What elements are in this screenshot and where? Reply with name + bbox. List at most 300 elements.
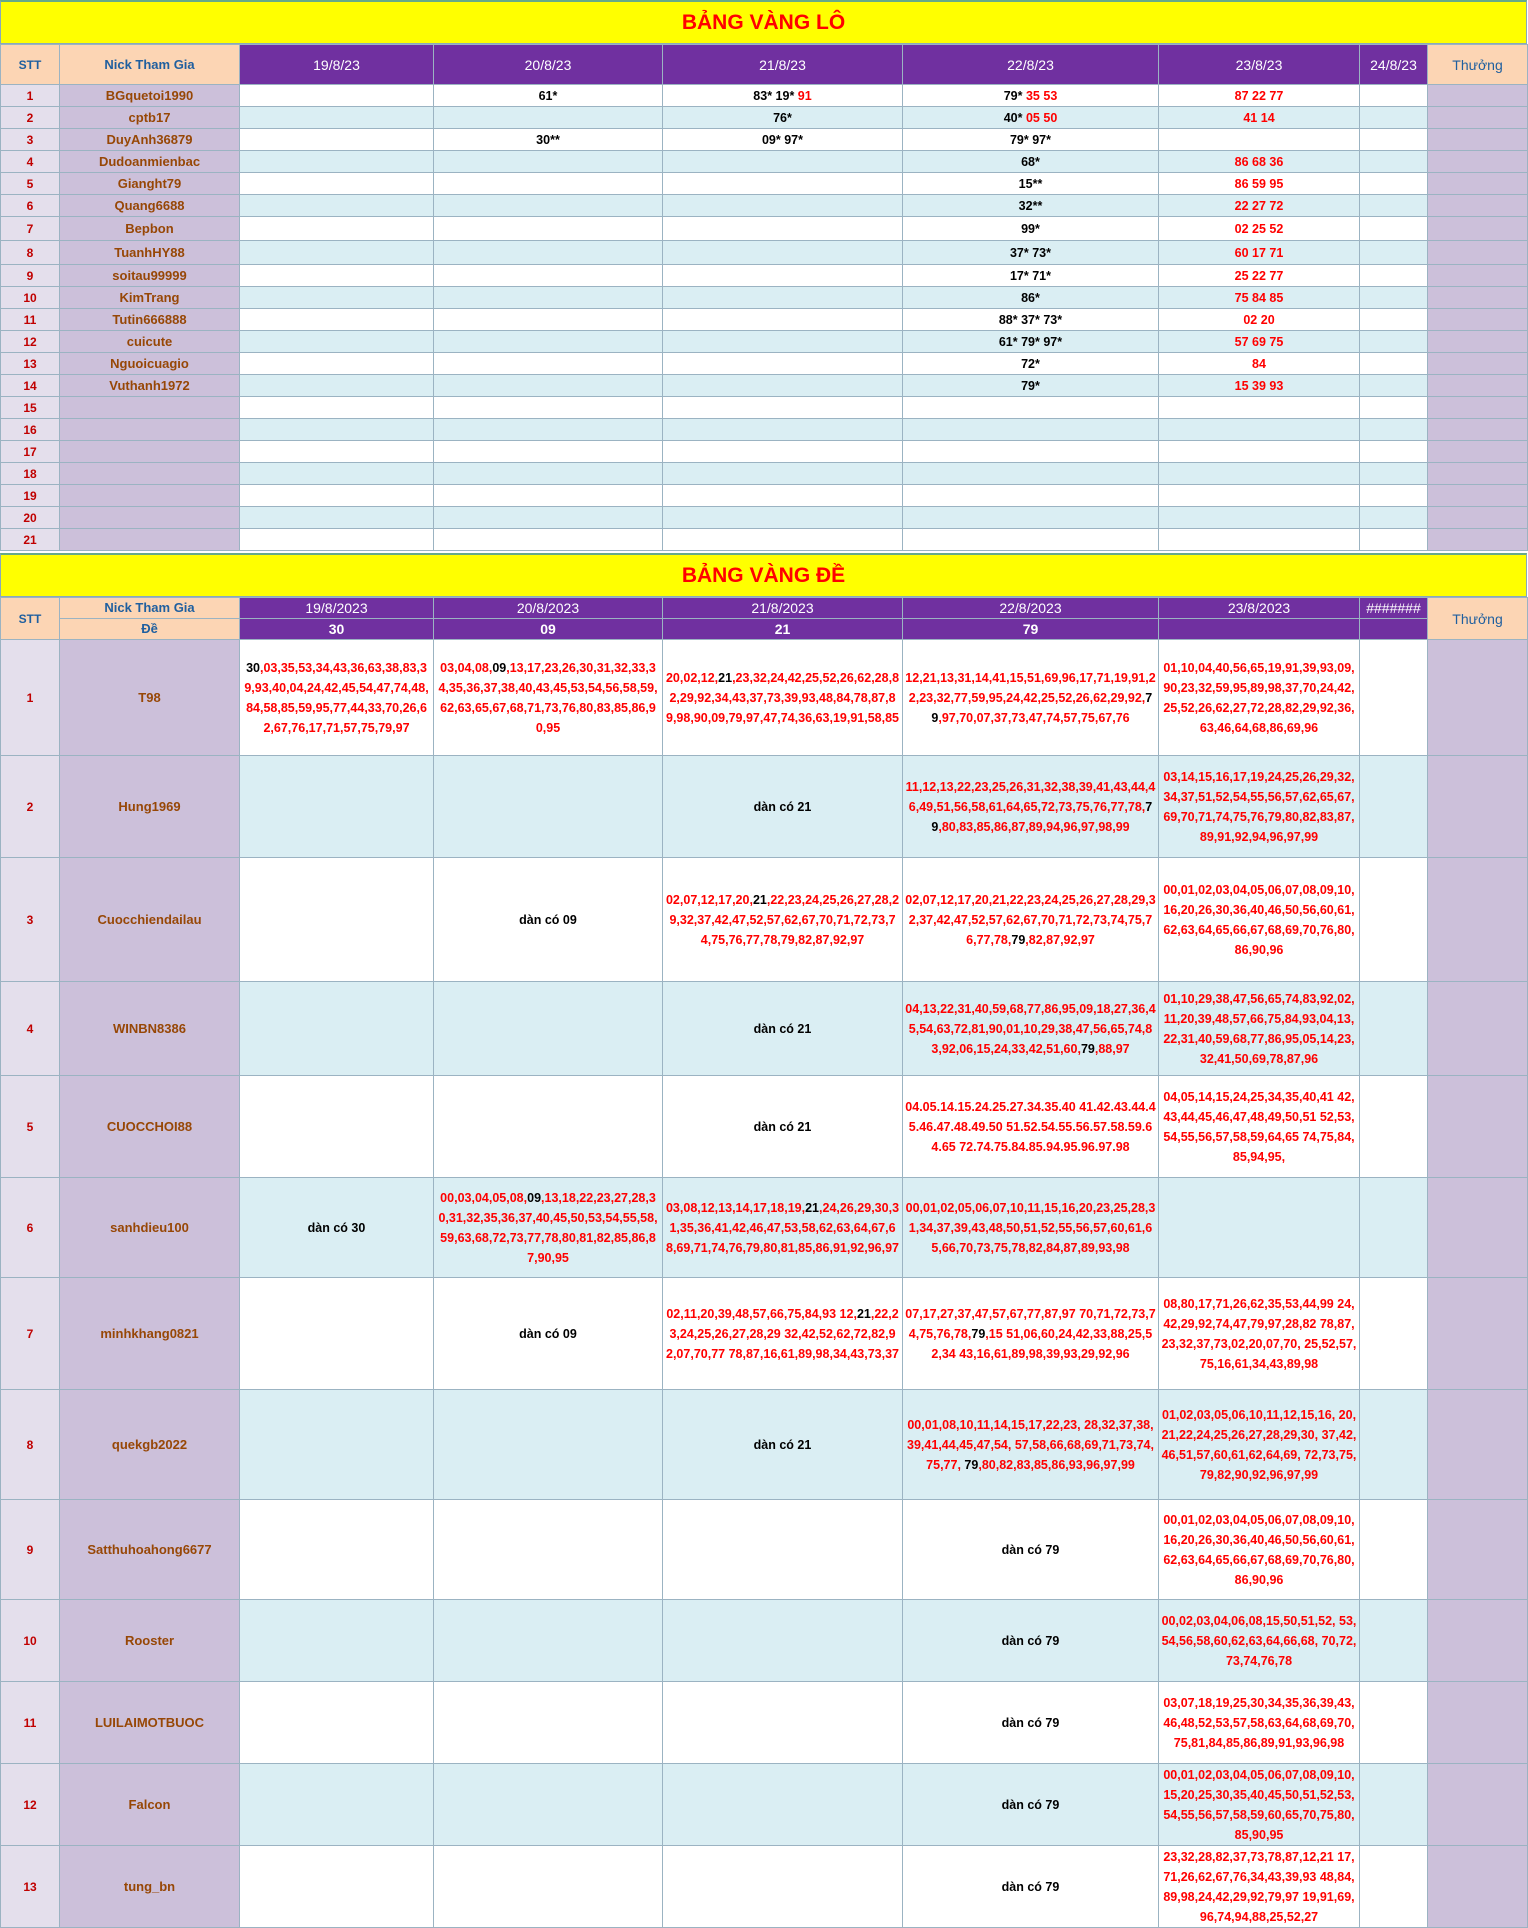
- pick-cell: dàn có 21: [663, 982, 903, 1076]
- pick-cell: 20,02,12,21,23,32,24,42,25,52,26,62,28,82,29,92,34,43,37,73,39,93,48,84,78,87,89,98,90,09,79,97,47,74,36,63,19,91,58,85: [663, 640, 903, 756]
- row-stt: 13: [1, 1846, 60, 1928]
- pick-cell: [1159, 309, 1360, 331]
- reward-cell: [1428, 1682, 1528, 1764]
- pick-cell: [1360, 1390, 1428, 1500]
- pick-cell: [434, 217, 663, 241]
- col-header-nick: Nick Tham Gia: [60, 45, 240, 85]
- pick-cell: [663, 441, 903, 463]
- pick-numbers: 84: [1252, 356, 1266, 371]
- pick-cell: [663, 1846, 903, 1928]
- pick-cell: [1360, 397, 1428, 419]
- row-stt: 13: [1, 353, 60, 375]
- pick-cell: [663, 287, 903, 309]
- reward-cell: [1428, 756, 1528, 858]
- pick-cell: [240, 529, 434, 551]
- table-row: [1, 1682, 1528, 1764]
- pick-cell: 03,07,18,19,25,30,34,35,36,39,43,46,48,52,53,57,58,63,64,68,69,70,75,81,84,85,86,89,91,93,96,98: [1159, 1682, 1360, 1764]
- row-nick: sanhdieu100: [60, 1178, 240, 1278]
- pick-cell: [663, 241, 903, 265]
- col-header-date: #######: [1360, 598, 1428, 619]
- pick-cell: [240, 1846, 434, 1928]
- pick-hit: 17* 71*: [1009, 268, 1051, 283]
- pick-cell: 30,03,35,53,34,43,36,63,38,83,39,93,40,04,24,42,45,54,47,74,48,84,58,85,59,95,77,44,33,70,26,62,67,76,17,71,57,75,79,97: [240, 640, 434, 756]
- row-nick: soitau99999: [60, 265, 240, 287]
- pick-cell: [1360, 529, 1428, 551]
- row-stt: 19: [1, 485, 60, 507]
- table-row: [1, 756, 1528, 858]
- reward-cell: [1428, 529, 1528, 551]
- pick-cell: [240, 858, 434, 982]
- pick-cell: [1159, 195, 1360, 217]
- pick-cell: 01,10,29,38,47,56,65,74,83,92,02,11,20,39,48,57,66,75,84,93,04,13,22,31,40,59,68,77,86,95,05,14,23,32,41,50,69,78,87,96: [1159, 982, 1360, 1076]
- pick-cell: [434, 85, 663, 107]
- pick-cell: 00,01,02,05,06,07,10,11,15,16,20,23,25,28,31,34,37,39,43,48,50,51,52,55,56,57,60,61,65,66,70,73,75,78,82,84,87,89,93,98: [903, 1178, 1159, 1278]
- row-nick: Falcon: [60, 1764, 240, 1846]
- pick-cell: [240, 397, 434, 419]
- reward-cell: [1428, 129, 1528, 151]
- pick-cell: dàn có 09: [434, 1278, 663, 1390]
- row-nick: LUILAIMOTBUOC: [60, 1682, 240, 1764]
- pick-cell: [663, 353, 903, 375]
- row-nick: Hung1969: [60, 756, 240, 858]
- col-header-reward: Thưởng: [1428, 598, 1528, 640]
- row-nick: Satthuhoahong6677: [60, 1500, 240, 1600]
- pick-cell: [240, 217, 434, 241]
- reward-cell: [1428, 640, 1528, 756]
- pick-cell: [1360, 1076, 1428, 1178]
- pick-cell: [1159, 129, 1360, 151]
- reward-cell: [1428, 173, 1528, 195]
- pick-hit: 79*: [1003, 88, 1023, 103]
- pick-cell: [434, 1682, 663, 1764]
- pick-cell: [1360, 265, 1428, 287]
- col-header-reward: Thưởng: [1428, 45, 1528, 85]
- pick-cell: [1360, 1178, 1428, 1278]
- pick-cell: [434, 485, 663, 507]
- row-stt: 7: [1, 1278, 60, 1390]
- pick-cell: 00,01,02,03,04,05,06,07,08,09,10,15,20,25,30,35,40,45,50,51,52,53,54,55,56,57,58,59,60,65,70,75,80,85,90,95: [1159, 1764, 1360, 1846]
- col-header-date: 23/8/2023: [1159, 598, 1360, 619]
- pick-cell: [1360, 217, 1428, 241]
- pick-cell: [1360, 151, 1428, 173]
- pick-cell: [903, 463, 1159, 485]
- pick-cell: 07,17,27,37,47,57,67,77,87,97 70,71,72,73,74,75,76,78,79,15 51,06,60,24,42,33,88,25,52,34 43,16,61,89,98,39,93,29,92,96: [903, 1278, 1159, 1390]
- pick-cell: [903, 217, 1159, 241]
- pick-cell: [434, 1846, 663, 1928]
- pick-cell: [434, 353, 663, 375]
- reward-cell: [1428, 1390, 1528, 1500]
- pick-cell: 00,01,02,03,04,05,06,07,08,09,10,16,20,26,30,36,40,46,50,56,60,61,62,63,64,65,66,67,68,69,70,76,80,86,90,96: [1159, 1500, 1360, 1600]
- pick-cell: [434, 265, 663, 287]
- reward-cell: [1428, 507, 1528, 529]
- pick-cell: [663, 1500, 903, 1600]
- row-stt: 3: [1, 129, 60, 151]
- pick-cell: [1360, 309, 1428, 331]
- pick-cell: [1360, 1682, 1428, 1764]
- pick-cell: [434, 287, 663, 309]
- pick-hit: 76*: [773, 110, 792, 125]
- pick-cell: [240, 129, 434, 151]
- pick-cell: dàn có 21: [663, 1390, 903, 1500]
- pick-cell: [434, 241, 663, 265]
- col-header-date: 19/8/2023: [240, 598, 434, 619]
- pick-cell: [1360, 1500, 1428, 1600]
- col-header-stt: STT: [1, 45, 60, 85]
- row-stt: 1: [1, 640, 60, 756]
- pick-cell: 03,14,15,16,17,19,24,25,26,29,32,34,37,51,52,54,55,56,57,62,65,67,69,70,71,74,75,76,79,80,82,83,87,89,91,92,94,96,97,99: [1159, 756, 1360, 858]
- pick-cell: [1360, 129, 1428, 151]
- pick-cell: [1360, 1600, 1428, 1682]
- pick-hit: 88* 37* 73*: [998, 312, 1063, 327]
- pick-cell: [1159, 419, 1360, 441]
- col-header-de: Đề: [60, 619, 240, 640]
- col-header-date: 20/8/2023: [434, 598, 663, 619]
- row-stt: 2: [1, 107, 60, 129]
- pick-cell: [903, 353, 1159, 375]
- pick-cell: [240, 1600, 434, 1682]
- pick-cell: [1159, 241, 1360, 265]
- result-cell: 09: [434, 619, 663, 640]
- table-row: [1, 331, 1528, 353]
- table-row: [1, 1846, 1528, 1928]
- pick-numbers: 02 20: [1243, 312, 1275, 327]
- pick-cell: 00,03,04,05,08,09,13,18,22,23,27,28,30,31,32,35,36,37,40,45,50,53,54,55,58,59,63,68,72,73,77,78,80,81,82,85,86,87,90,95: [434, 1178, 663, 1278]
- row-nick: cuicute: [60, 331, 240, 353]
- row-nick: T98: [60, 640, 240, 756]
- table-row: [1, 217, 1528, 241]
- pick-cell: 00,01,02,03,04,05,06,07,08,09,10,16,20,26,30,36,40,46,50,56,60,61,62,63,64,65,66,67,68,69,70,76,80,86,90,96: [1159, 858, 1360, 982]
- pick-numbers: 35 53: [1025, 88, 1058, 103]
- pick-cell: [663, 173, 903, 195]
- table-row: [1, 463, 1528, 485]
- pick-cell: [434, 1600, 663, 1682]
- pick-cell: [903, 129, 1159, 151]
- row-stt: 10: [1, 287, 60, 309]
- table-row: [1, 375, 1528, 397]
- pick-cell: [663, 1600, 903, 1682]
- pick-cell: [240, 419, 434, 441]
- row-nick: [60, 529, 240, 551]
- pick-cell: [663, 375, 903, 397]
- col-header-date: 23/8/23: [1159, 45, 1360, 85]
- pick-cell: [1360, 441, 1428, 463]
- table-row: [1, 265, 1528, 287]
- pick-cell: [1360, 858, 1428, 982]
- row-nick: [60, 463, 240, 485]
- reward-cell: [1428, 485, 1528, 507]
- reward-cell: [1428, 463, 1528, 485]
- pick-cell: [1360, 1846, 1428, 1928]
- row-stt: 12: [1, 331, 60, 353]
- pick-numbers: 91: [797, 88, 812, 103]
- pick-cell: [903, 309, 1159, 331]
- pick-numbers: 15 39 93: [1234, 378, 1284, 393]
- table-row: [1, 1600, 1528, 1682]
- pick-cell: [1360, 353, 1428, 375]
- pick-cell: [663, 217, 903, 241]
- pick-cell: [434, 756, 663, 858]
- pick-cell: [663, 1682, 903, 1764]
- pick-cell: [434, 1390, 663, 1500]
- row-nick: [60, 441, 240, 463]
- pick-cell: [434, 173, 663, 195]
- pick-cell: [434, 107, 663, 129]
- pick-cell: [240, 353, 434, 375]
- table-row: [1, 419, 1528, 441]
- pick-cell: dàn có 79: [903, 1500, 1159, 1600]
- pick-cell: [903, 397, 1159, 419]
- pick-cell: [240, 241, 434, 265]
- pick-cell: [434, 982, 663, 1076]
- pick-cell: 04.05.14.15.24.25.27.34.35.40 41.42.43.44.45.46.47.48.49.50 51.52.54.55.56.57.58.59.64.65 72.74.75.84.85.94.95.96.97.98: [903, 1076, 1159, 1178]
- pick-cell: [1360, 107, 1428, 129]
- table-row: [1, 195, 1528, 217]
- pick-cell: [1360, 485, 1428, 507]
- col-header-date: 21/8/23: [663, 45, 903, 85]
- pick-cell: [240, 507, 434, 529]
- pick-cell: [903, 151, 1159, 173]
- pick-cell: [663, 129, 903, 151]
- row-stt: 20: [1, 507, 60, 529]
- reward-cell: [1428, 331, 1528, 353]
- pick-numbers: 41 14: [1243, 110, 1275, 125]
- row-stt: 6: [1, 195, 60, 217]
- col-header-date: 20/8/23: [434, 45, 663, 85]
- pick-cell: [663, 463, 903, 485]
- pick-cell: dàn có 21: [663, 1076, 903, 1178]
- pick-cell: [663, 85, 903, 107]
- pick-cell: [1360, 1278, 1428, 1390]
- pick-cell: [663, 107, 903, 129]
- pick-numbers: 25 22 77: [1234, 268, 1284, 283]
- pick-cell: [903, 507, 1159, 529]
- pick-cell: 00,02,03,04,06,08,15,50,51,52, 53,54,56,58,60,62,63,64,66,68, 70,72,73,74,76,78: [1159, 1600, 1360, 1682]
- pick-cell: [663, 1764, 903, 1846]
- reward-cell: [1428, 397, 1528, 419]
- row-nick: DuyAnh36879: [60, 129, 240, 151]
- reward-cell: [1428, 287, 1528, 309]
- row-stt: 6: [1, 1178, 60, 1278]
- pick-numbers: 86 68 36: [1234, 154, 1284, 169]
- row-stt: 17: [1, 441, 60, 463]
- pick-numbers: 60 17 71: [1234, 245, 1284, 260]
- pick-cell: [663, 485, 903, 507]
- pick-cell: [240, 151, 434, 173]
- table-row: [1, 129, 1528, 151]
- row-stt: 8: [1, 241, 60, 265]
- table-row: [1, 1764, 1528, 1846]
- row-stt: 15: [1, 397, 60, 419]
- pick-cell: [1159, 1178, 1360, 1278]
- row-stt: 10: [1, 1600, 60, 1682]
- pick-cell: [903, 195, 1159, 217]
- col-header-date: 22/8/2023: [903, 598, 1159, 619]
- pick-cell: [240, 287, 434, 309]
- pick-cell: [1159, 485, 1360, 507]
- table-row: [1, 1500, 1528, 1600]
- pick-cell: dàn có 79: [903, 1764, 1159, 1846]
- row-stt: 4: [1, 982, 60, 1076]
- row-stt: 4: [1, 151, 60, 173]
- row-nick: [60, 507, 240, 529]
- pick-cell: [1159, 217, 1360, 241]
- row-nick: Rooster: [60, 1600, 240, 1682]
- reward-cell: [1428, 982, 1528, 1076]
- pick-cell: [903, 287, 1159, 309]
- pick-cell: [434, 151, 663, 173]
- pick-cell: [1360, 195, 1428, 217]
- pick-cell: [1159, 507, 1360, 529]
- row-nick: minhkhang0821: [60, 1278, 240, 1390]
- pick-cell: [434, 1764, 663, 1846]
- pick-cell: [434, 397, 663, 419]
- pick-cell: [1360, 1764, 1428, 1846]
- row-nick: WINBN8386: [60, 982, 240, 1076]
- pick-cell: [240, 173, 434, 195]
- row-nick: tung_bn: [60, 1846, 240, 1928]
- pick-hit: 37* 73*: [1009, 245, 1051, 260]
- pick-hit: 61* 79* 97*: [998, 334, 1063, 349]
- pick-hit: 32**: [1018, 198, 1043, 213]
- col-header-date: 19/8/23: [240, 45, 434, 85]
- pick-cell: [240, 982, 434, 1076]
- pick-cell: 02,11,20,39,48,57,66,75,84,93 12,21,22,23,24,25,26,27,28,29 32,42,52,62,72,82,92,07,70,77 78,87,16,61,89,98,34,43,73,37: [663, 1278, 903, 1390]
- row-nick: [60, 419, 240, 441]
- table-row: [1, 529, 1528, 551]
- pick-cell: 11,12,13,22,23,25,26,31,32,38,39,41,43,44,46,49,51,56,58,61,64,65,72,73,75,76,77,78,79,80,83,85,86,87,89,94,96,97,98,99: [903, 756, 1159, 858]
- pick-cell: [240, 463, 434, 485]
- row-nick: Quang6688: [60, 195, 240, 217]
- row-stt: 11: [1, 1682, 60, 1764]
- row-nick: [60, 397, 240, 419]
- pick-cell: [240, 1764, 434, 1846]
- row-stt: 18: [1, 463, 60, 485]
- reward-cell: [1428, 1500, 1528, 1600]
- reward-cell: [1428, 1846, 1528, 1928]
- pick-cell: [903, 485, 1159, 507]
- row-nick: Dudoanmienbac: [60, 151, 240, 173]
- pick-cell: 03,04,08,09,13,17,23,26,30,31,32,33,34,35,36,37,38,40,43,45,53,54,56,58,59,62,63,65,67,68,71,73,76,80,83,85,86,90,95: [434, 640, 663, 756]
- row-stt: 5: [1, 1076, 60, 1178]
- pick-hit: 72*: [1021, 356, 1040, 371]
- row-stt: 7: [1, 217, 60, 241]
- pick-cell: dàn có 09: [434, 858, 663, 982]
- result-cell: 30: [240, 619, 434, 640]
- table-row: [1, 287, 1528, 309]
- pick-cell: dàn có 79: [903, 1846, 1159, 1928]
- pick-hit: 86*: [1021, 290, 1040, 305]
- table-row: [1, 507, 1528, 529]
- table-row: [1, 85, 1528, 107]
- pick-cell: [903, 419, 1159, 441]
- row-nick: Tutin666888: [60, 309, 240, 331]
- pick-cell: [240, 1682, 434, 1764]
- col-header-date: 24/8/23: [1360, 45, 1428, 85]
- row-nick: CUOCCHOI88: [60, 1076, 240, 1178]
- pick-hit: 15**: [1018, 176, 1043, 191]
- col-header-date: 22/8/23: [903, 45, 1159, 85]
- row-stt: 9: [1, 265, 60, 287]
- pick-cell: [434, 375, 663, 397]
- reward-cell: [1428, 1278, 1528, 1390]
- pick-cell: 04,13,22,31,40,59,68,77,86,95,09,18,27,36,45,54,63,72,81,90,01,10,29,38,47,56,65,74,83,92,06,15,24,33,42,51,60,79,88,97: [903, 982, 1159, 1076]
- pick-cell: [240, 375, 434, 397]
- row-nick: Nguoicuagio: [60, 353, 240, 375]
- table-row: [1, 640, 1528, 756]
- pick-cell: 00,01,08,10,11,14,15,17,22,23, 28,32,37,38,39,41,44,45,47,54, 57,58,66,68,69,71,73,74,75,77, 79,80,82,83,85,86,93,96,97,99: [903, 1390, 1159, 1500]
- pick-cell: [1360, 756, 1428, 858]
- de-title: BẢNG VÀNG ĐỀ: [0, 553, 1527, 597]
- reward-cell: [1428, 1178, 1528, 1278]
- table-row: [1, 441, 1528, 463]
- pick-cell: [663, 195, 903, 217]
- table-row: [1, 309, 1528, 331]
- pick-cell: 12,21,13,31,14,41,15,51,69,96,17,71,19,91,22,23,32,77,59,95,24,42,25,52,26,62,29,92,79,97,70,07,37,73,47,74,57,75,67,76: [903, 640, 1159, 756]
- pick-cell: [1159, 529, 1360, 551]
- reward-cell: [1428, 151, 1528, 173]
- pick-cell: [903, 173, 1159, 195]
- reward-cell: [1428, 265, 1528, 287]
- pick-cell: [1360, 982, 1428, 1076]
- lo-table: [0, 44, 1528, 551]
- pick-cell: [903, 241, 1159, 265]
- pick-cell: [663, 151, 903, 173]
- row-stt: 2: [1, 756, 60, 858]
- pick-hit: 79*: [1021, 378, 1040, 393]
- pick-numbers: 75 84 85: [1234, 290, 1284, 305]
- pick-cell: [1159, 107, 1360, 129]
- pick-cell: [903, 107, 1159, 129]
- pick-cell: [434, 419, 663, 441]
- pick-cell: [240, 85, 434, 107]
- pick-cell: [1159, 85, 1360, 107]
- row-nick: Gianght79: [60, 173, 240, 195]
- table-row: [1, 107, 1528, 129]
- pick-cell: [240, 485, 434, 507]
- pick-cell: [663, 331, 903, 353]
- table-row: [1, 858, 1528, 982]
- reward-cell: [1428, 1764, 1528, 1846]
- row-nick: TuanhHY88: [60, 241, 240, 265]
- reward-cell: [1428, 858, 1528, 982]
- pick-numbers: 05 50: [1025, 110, 1058, 125]
- pick-cell: [240, 309, 434, 331]
- reward-cell: [1428, 1076, 1528, 1178]
- table-row: [1, 241, 1528, 265]
- table-row: [1, 353, 1528, 375]
- pick-cell: [1159, 375, 1360, 397]
- pick-cell: dàn có 79: [903, 1682, 1159, 1764]
- pick-cell: 03,08,12,13,14,17,18,19,21,24,26,29,30,31,35,36,41,42,46,47,53,58,62,63,64,67,68,69,71,74,76,79,80,81,85,86,91,92,96,97: [663, 1178, 903, 1278]
- pick-cell: [434, 463, 663, 485]
- pick-cell: [240, 756, 434, 858]
- row-stt: 14: [1, 375, 60, 397]
- row-stt: 16: [1, 419, 60, 441]
- pick-cell: [663, 397, 903, 419]
- table-row: [1, 982, 1528, 1076]
- pick-cell: [434, 441, 663, 463]
- col-header-nick: Nick Tham Gia: [60, 598, 240, 619]
- pick-cell: [434, 1076, 663, 1178]
- pick-cell: 01,10,04,40,56,65,19,91,39,93,09,90,23,32,59,95,89,98,37,70,24,42,25,52,26,62,27,72,28,82,29,92,36,63,46,64,68,86,69,96: [1159, 640, 1360, 756]
- pick-cell: [240, 1076, 434, 1178]
- row-nick: KimTrang: [60, 287, 240, 309]
- row-nick: Bepbon: [60, 217, 240, 241]
- pick-cell: [1159, 397, 1360, 419]
- pick-cell: [1360, 173, 1428, 195]
- pick-hit: 40*: [1003, 110, 1023, 125]
- row-nick: quekgb2022: [60, 1390, 240, 1500]
